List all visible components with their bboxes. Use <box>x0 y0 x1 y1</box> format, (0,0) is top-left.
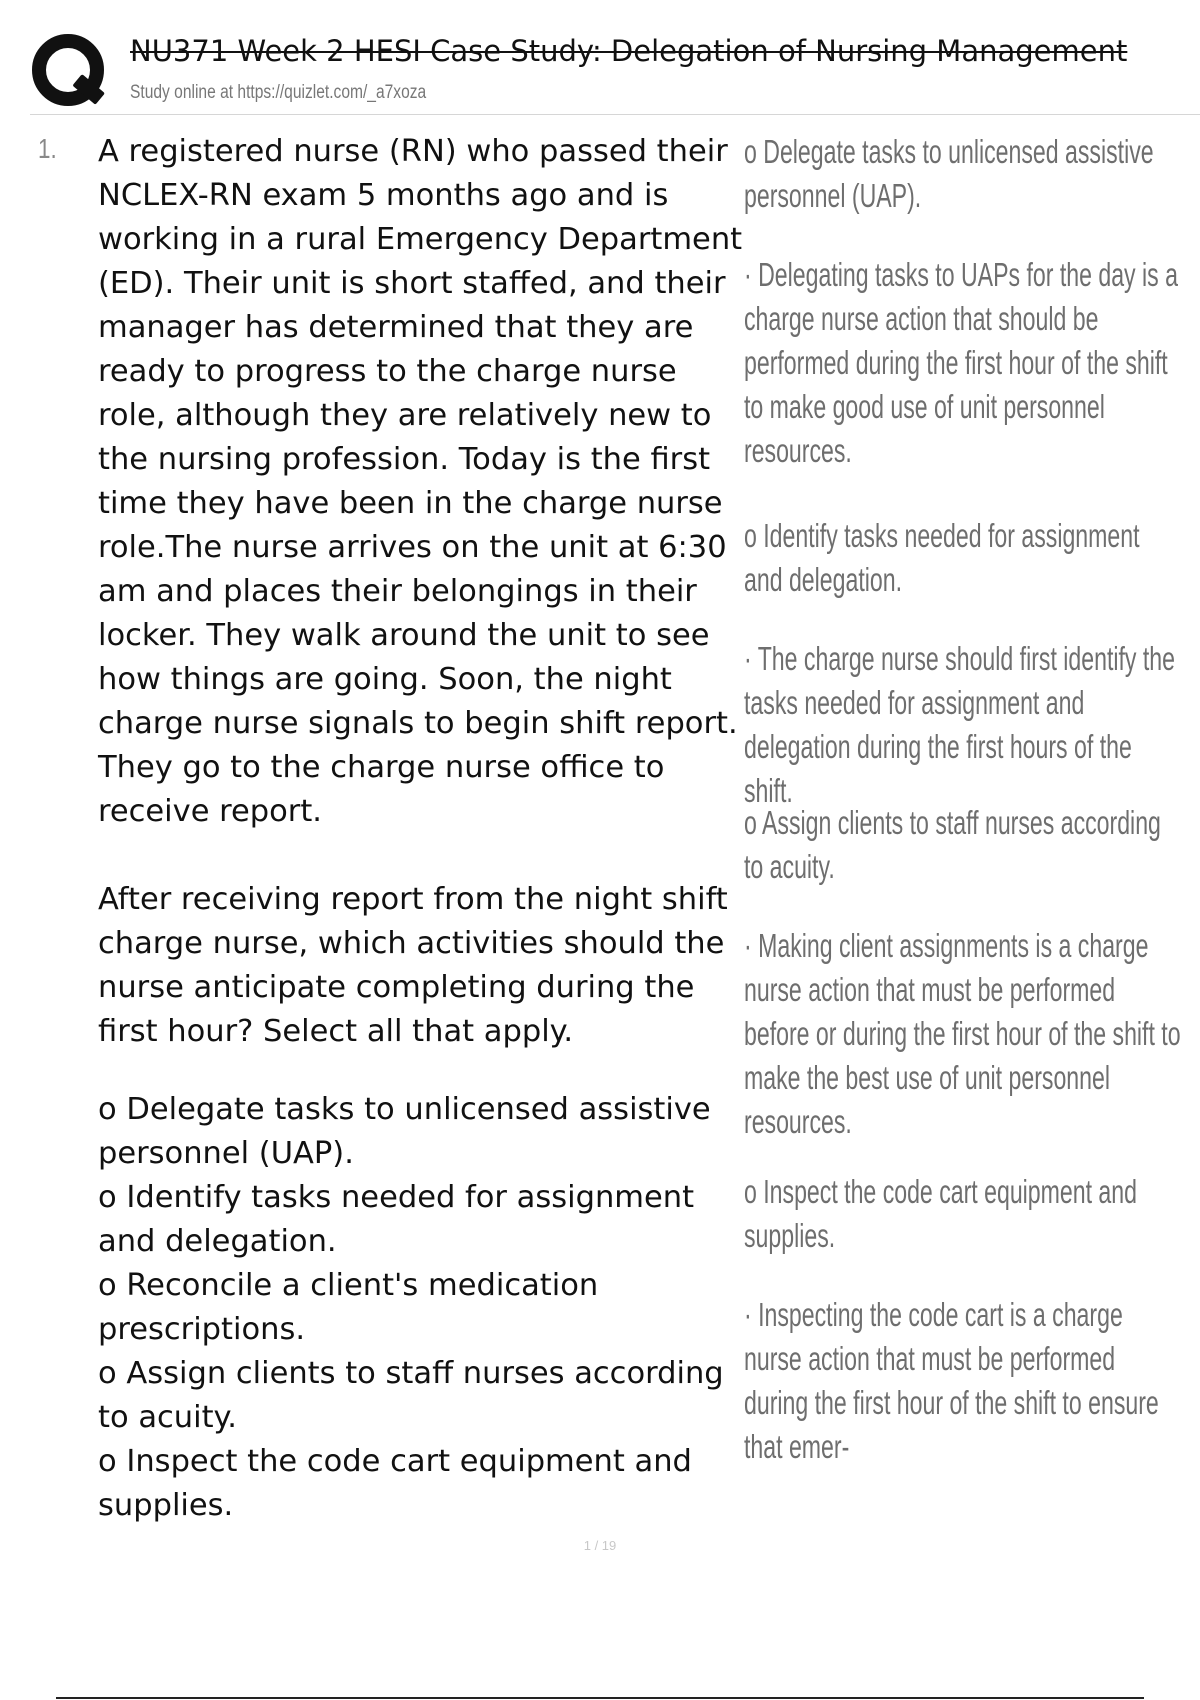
page-number: 1 / 19 <box>583 1538 617 1553</box>
question-column <box>98 130 743 1528</box>
quizlet-q-logo-icon <box>30 32 110 112</box>
study-online-link[interactable]: Study online at https://quizlet.com/_a7xoza <box>130 82 427 103</box>
question-option: o Inspect the code cart equipment and supplies. <box>98 1444 692 1523</box>
answer-rationale: · Inspecting the code cart is a charge nurse action that must be performed during the first hour of the shift to ensure that emer- <box>744 1296 1159 1465</box>
question-options <box>98 1088 743 1528</box>
answer-column <box>744 130 1184 1469</box>
question-scenario: A registered nurse (RN) who passed their NCLEX-RN exam 5 months ago and is working in a rural Emergency Department (ED). Their unit is short staffed, and their manager has determined that they are ready to progress to the charge nurse role, although they are relatively new to the nursing profession. Today is the first time they have been in the charge nurse role.The nurse arrives on the unit at 6:30 am and places their belongings in their locker. They walk around the unit to see how things are going. Soon, the night charge nurse signals to begin shift report. They go to the charge nurse office to receive report. <box>98 134 743 829</box>
answer-option: o Delegate tasks to unlicensed assistive personnel (UAP). <box>744 133 1154 214</box>
answer-option: o Inspect the code cart equipment and supplies. <box>744 1173 1137 1254</box>
header-divider <box>30 114 1200 115</box>
footer-divider <box>56 1697 1144 1699</box>
answer-option: o Assign clients to staff nurses according to acuity. <box>744 804 1161 885</box>
answer-rationale: · Making client assignments is a charge nurse action that must be performed before or during the first hour of the shift to make the best use of unit personnel resources. <box>744 927 1181 1140</box>
question-option: o Delegate tasks to unlicensed assistive personnel (UAP). <box>98 1092 711 1171</box>
answer-rationale: · The charge nurse should first identify the tasks needed for assignment and delegation during the first hours of the shift. <box>744 640 1176 809</box>
question-option: o Reconcile a client's medication prescriptions. <box>98 1268 599 1347</box>
card-number: 1. <box>38 133 57 164</box>
answer-rationale: · Delegating tasks to UAPs for the day is a charge nurse action that should be performed during the first hour of the shift to make good use of unit personnel resources. <box>744 256 1178 469</box>
document-title: NU371 Week 2 HESI Case Study: Delegation of Nursing Management <box>130 34 1128 68</box>
question-option: o Identify tasks needed for assignment and delegation. <box>98 1180 695 1259</box>
question-prompt: After receiving report from the night shift charge nurse, which activities should the nurse anticipate completing during the first hour? Select all that apply. <box>98 882 728 1049</box>
question-option: o Assign clients to staff nurses according to acuity. <box>98 1356 724 1435</box>
answer-option: o Identify tasks needed for assignment and delegation. <box>744 517 1140 598</box>
